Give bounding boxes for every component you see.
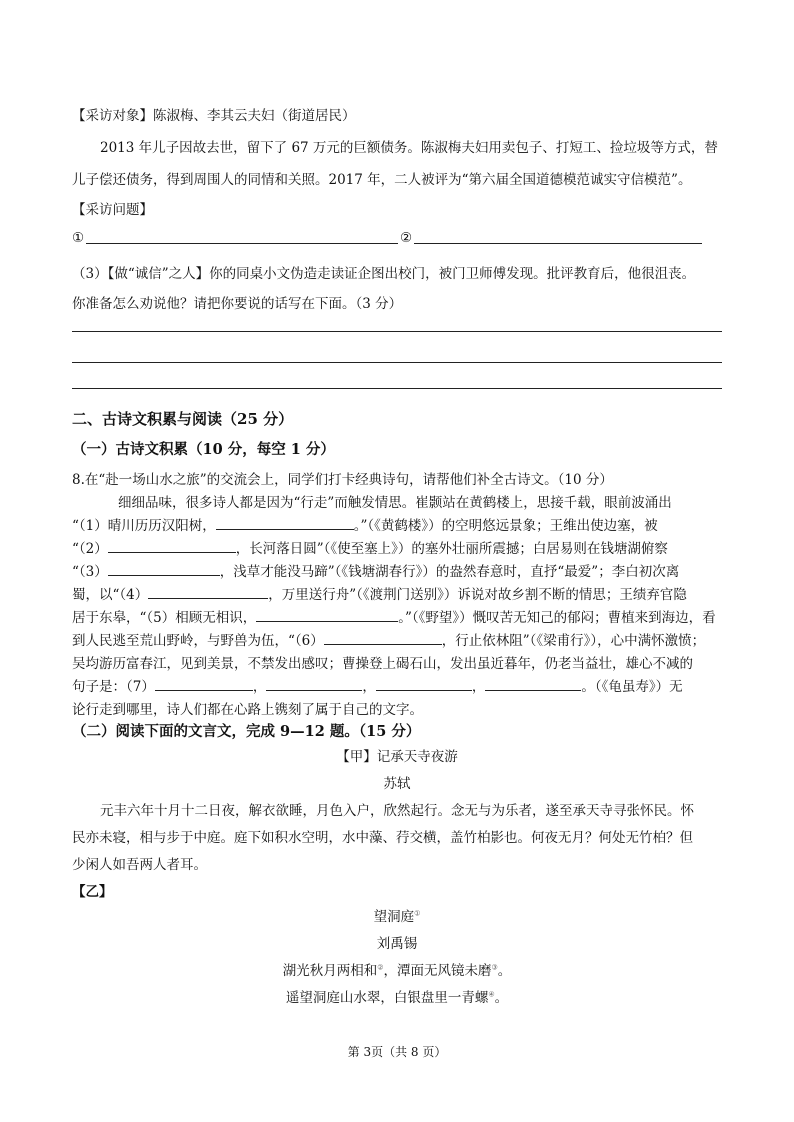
passage-line3-b: ，长河落日圆”（《使至塞上》）的塞外壮丽所震撼；白居易则在钱塘湖俯察 xyxy=(235,541,668,557)
yi-title-text: 望洞庭 xyxy=(373,909,415,925)
passage-line2 xyxy=(72,514,658,534)
passage-line2-a: “（1）晴川历历汉阳树， xyxy=(72,518,216,534)
q3-answer-line-2[interactable] xyxy=(72,362,722,363)
yi-title xyxy=(0,905,794,925)
question1-answer-line[interactable] xyxy=(86,243,398,244)
jia-title: 【甲】记承天寺夜游 xyxy=(336,749,458,765)
jia-line2: 民亦未寝，相与步于中庭。庭下如积水空明，水中藻、荇交横，盖竹柏影也。何夜无月？何处无竹柏？但 xyxy=(72,830,693,846)
passage-line7-b: ，行止依林阻”（《梁甫行》），心中满怀激愤； xyxy=(441,633,706,649)
blank-4[interactable] xyxy=(148,586,268,599)
blank-7d[interactable] xyxy=(485,678,581,691)
passage-line4 xyxy=(72,560,679,580)
passage-line4-b: ，浅草才能没马蹄”（《钱塘湖春行》）的盎然春意时，直抒“最爱”；李白初次离 xyxy=(219,564,680,580)
yi-label: 【乙】 xyxy=(72,884,113,900)
section2-sub2: （二）阅读下面的文言文，完成 9—12 题。（15 分） xyxy=(72,723,421,740)
q3-answer-line-3[interactable] xyxy=(72,388,722,389)
blank-5[interactable] xyxy=(256,609,398,622)
blank-3[interactable] xyxy=(108,563,220,576)
passage-line3 xyxy=(72,537,668,557)
yi-verse2-a: 遥望洞庭山水翠，白银盘里一青螺 xyxy=(285,990,489,1006)
q3-line2: 你准备怎么劝说他？请把你要说的话写在下面。（3 分） xyxy=(72,296,403,312)
blank-7b[interactable] xyxy=(266,678,362,691)
passage-line9-b: 。（《龟虽寿》）无 xyxy=(581,679,683,695)
passage-line6 xyxy=(72,606,716,626)
yi-verse1-b: ，潭面无风镜未磨 xyxy=(383,963,492,979)
passage-line5-a: 蜀，以“（4） xyxy=(72,587,149,603)
question2-marker: ② xyxy=(400,230,413,246)
separator-1: ， xyxy=(252,679,267,695)
section2-sub1: （一）古诗文积累（10 分，每空 1 分） xyxy=(72,441,335,458)
passage-line5-b: ，万里送行舟”（《渡荆门送别》）诉说对故乡割不断的情思；王绩弃官隐 xyxy=(268,587,687,603)
passage-line10: 论行走到哪里，诗人们都在心路上镌刻了属于自己的文字。 xyxy=(72,702,423,718)
passage-line6-b: 。”（《野望》）慨叹苦无知己的郁闷；曹植来到海边，看 xyxy=(398,610,716,626)
question2-answer-line[interactable] xyxy=(414,243,702,244)
separator-3: ， xyxy=(471,679,486,695)
question1-marker: ① xyxy=(72,230,85,246)
separator-2: ， xyxy=(362,679,376,695)
yi-verse1 xyxy=(0,959,794,979)
blank-6[interactable] xyxy=(324,632,442,645)
footnote-marker-1: ① xyxy=(414,909,421,918)
passage-line6-a: 居于东皋，“（5）相顾无相识， xyxy=(72,610,257,626)
section2-title: 二、古诗文积累与阅读（25 分） xyxy=(72,410,294,428)
interview-questions-label: 【采访问题】 xyxy=(72,202,153,218)
q8-heading: 8.在“赴一场山水之旅”的交流会上，同学们打卡经典诗句，请帮他们补全古诗文。（10 分） xyxy=(72,472,613,488)
yi-verse1-a: 湖光秋月两相和 xyxy=(282,963,378,979)
passage-line1: 细细品味，很多诗人都是因为“行走”而触发情思。崔颢站在黄鹤楼上，思接千载，眼前波涌出 xyxy=(118,495,672,511)
jia-line3: 少闲人如吾两人者耳。 xyxy=(72,857,207,873)
interview-para-line1: 2013 年儿子因故去世，留下了 67 万元的巨额债务。陈淑梅夫妇用卖包子、打短工、捡垃圾等方式，替 xyxy=(100,140,718,156)
yi-verse1-c: 。 xyxy=(497,963,512,979)
passage-line9-a: 句子是：（7） xyxy=(72,679,155,695)
footnote-marker-3: ③ xyxy=(491,963,498,972)
passage-line7 xyxy=(72,629,705,649)
q3-line1: （3）【做“诚信”之人】你的同桌小文伪造走读证企图出校门，被门卫师傅发现。批评教育后，他很沮丧。 xyxy=(72,266,696,282)
passage-line2-b: 。”（《黄鹤楼》）的空明悠远景象；王维出使边塞，被 xyxy=(353,518,658,534)
passage-line4-a: “（3） xyxy=(72,564,108,580)
passage-line3-a: “（2） xyxy=(72,541,108,557)
yi-author: 刘禹锡 xyxy=(376,936,418,952)
jia-line1: 元丰六年十月十二日夜，解衣欲睡，月色入户，欣然起行。念无与为乐者，遂至承天寺寻张怀民。怀 xyxy=(100,803,694,819)
blank-7c[interactable] xyxy=(376,678,472,691)
passage-line7-a: 到人民逃至荒山野岭，与野兽为伍，“（6） xyxy=(72,633,324,649)
jia-author: 苏轼 xyxy=(383,776,411,792)
passage-line8: 吴均游历富春江，见到美景，不禁发出感叹；曹操登上碣石山，发出虽近暮年，仍老当益壮，雄心不减的 xyxy=(72,656,693,672)
yi-verse2-b: 。 xyxy=(494,990,509,1006)
q3-answer-line-1[interactable] xyxy=(72,331,722,332)
interview-subject: 【采访对象】陈淑梅、李其云夫妇（街道居民） xyxy=(72,108,356,124)
yi-verse2 xyxy=(0,986,794,1006)
passage-line5 xyxy=(72,583,687,603)
passage-line9 xyxy=(72,675,683,695)
footnote-marker-2: ② xyxy=(377,963,384,972)
page-number: 第 3页（共 8 页） xyxy=(347,1045,447,1059)
footnote-marker-4: ④ xyxy=(488,990,495,999)
blank-7a[interactable] xyxy=(155,678,253,691)
blank-2[interactable] xyxy=(108,540,236,553)
blank-1[interactable] xyxy=(216,517,354,530)
interview-para-line2: 儿子偿还债务，得到周围人的同情和关照。2017 年，二人被评为“第六届全国道德模范诚实守信模范”。 xyxy=(72,172,692,188)
